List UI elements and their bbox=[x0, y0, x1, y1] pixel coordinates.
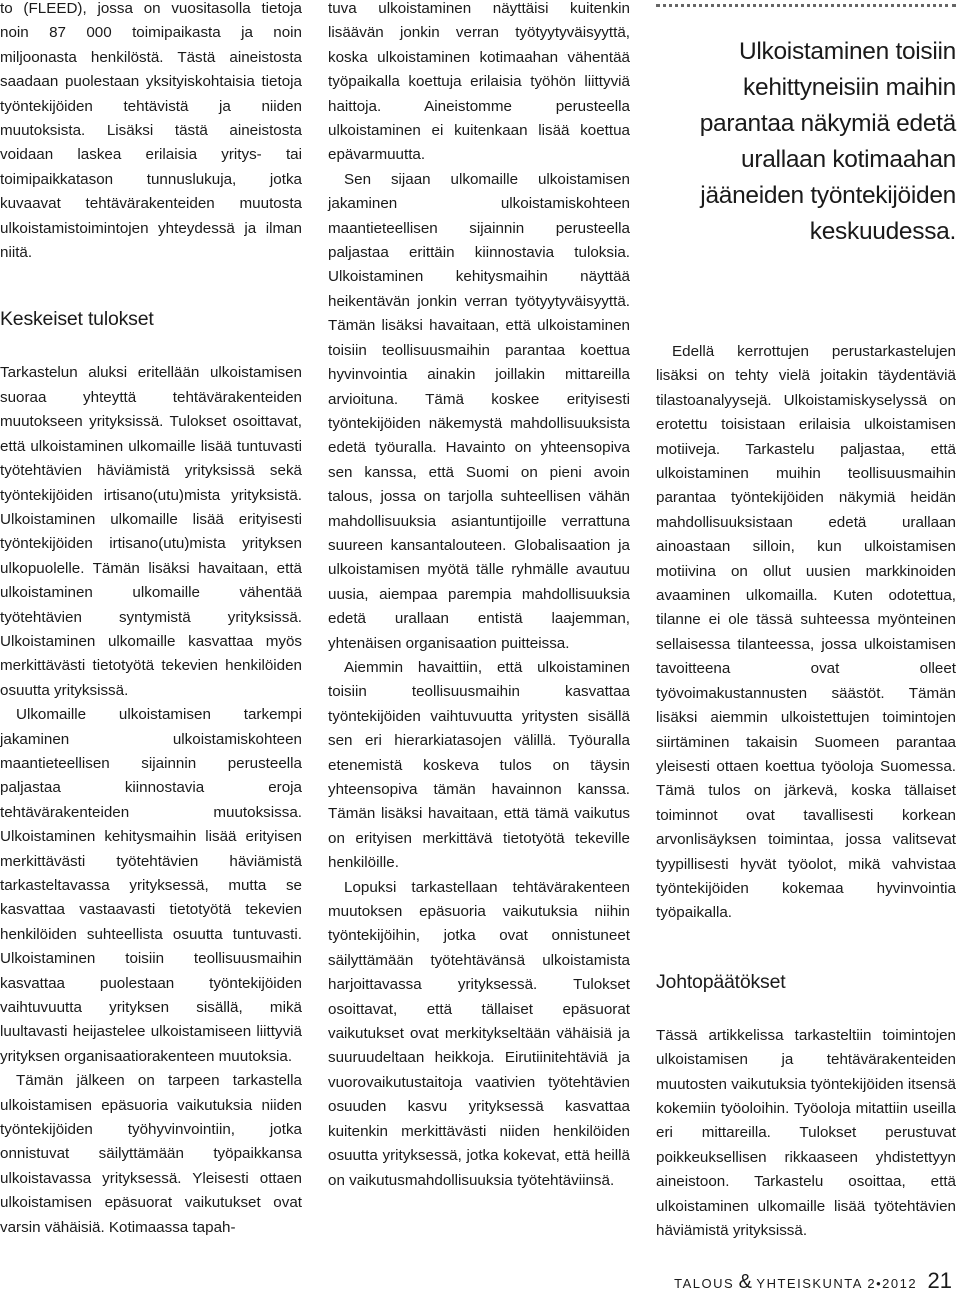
paragraph: tuva ulkoistaminen näyttäisi kuitenkin lisäävän jonkin verran työtyytyväisyyttä, koska ulkoistaminen kotimaahan vähentää työpaikalla koettuja erilaisia työhön liittyviä haittoja. Aineistomme perusteella ulkoistaminen ei kuitenkaan lisää koettua epävarmuutta. bbox=[328, 0, 630, 164]
pullquote: Ulkoistaminen toisiin kehittyneisiin maihin parantaa näkymiä edetä urallaan kotimaahan jääneiden työntekijöiden keskuudessa. bbox=[699, 38, 956, 245]
paragraph: Aiemmin havaittiin, että ulkoistaminen toisiin teollisuusmaihin kasvattaa työntekijöiden vaihtuvuutta yritysten sisällä sen eri hierarkiatasojen välillä. Työuralla etenemistä koskeva tulos on täysin yhteensopiva tämän havainnon kanssa. Tämän lisäksi havaitaan, että tämä vaikutus on erityisen merkittävä tietotyötä tekeville henkilöille. bbox=[328, 658, 630, 872]
paragraph: Tämän jälkeen on tarpeen tarkastella ulkoistamisen epäsuoria vaikutuksia niiden työntekijöiden työhyvinvointiin, jotka onnistuvat säilyttämään työpaikkansa ulkoistavassa yrityksessä. Yleisesti ottaen ulkoistamisen epäsuorat vaikutukset ovat varsin vähäisiä. Kotimaassa tapah- bbox=[0, 1072, 302, 1236]
paragraph: to (FLEED), jossa on vuositasolla tietoja noin 87 000 toimipaikasta ja noin miljoonasta henkilöstä. Tästä aineistosta saadaan puolestaan yksityiskohtaisia tietoja työntekijöiden tehtävistä ja niiden muutoksista. Lisäksi tästä aineistosta voidaan laskea erilaisia yritys- tai toimipaikkatason tunnuslukuja, jotka kuvaavat tehtävärakenteiden muutosta ulkoistamistoimintojen yhteydessä ja ilman niitä. bbox=[0, 0, 302, 262]
section-heading-johtopaatokset: Johtopäätökset bbox=[656, 970, 786, 993]
pullquote-divider bbox=[656, 4, 956, 7]
paragraph: Sen sijaan ulkomaille ulkoistamisen jakaminen ulkoistamiskohteen maantieteellisen sijainnin perusteella paljastaa erittäin kiinnostavia tuloksia. Ulkoistaminen kehitysmaihin näyttää heikentävän jonkin verran työtyytyväisyyttä. Tämän lisäksi havaitaan, että ulkoistaminen toisiin teollisuusmaihin parantaa koettua hyvinvointia ainakin joillakin mittareilla arvioituna. Tämä koskee erityisesti työntekijöiden näkemystä mahdollisuuksista edetä työuralla. Havainto on yhteensopiva sen kanssa, että Suomi on pieni avoin talous, jossa on tarjolla suhteellisen vähän mahdollisuuksia asiantuntijoille verrattuna suureen kansantalouteen. Globalisaation ja ulkoistamisen myötä tälle ryhmälle avautuu uusia, aiempaa parempia mahdollisuuksia edetä urallaan entistä laajemman, yhtenäisen organisaation puitteissa. bbox=[328, 170, 630, 652]
section-heading-keskeiset-tulokset: Keskeiset tulokset bbox=[0, 308, 154, 331]
magazine-name-part-2: YHTEISKUNTA 2•2012 bbox=[756, 1276, 918, 1291]
column-2 bbox=[328, 0, 630, 1193]
magazine-ampersand: & bbox=[738, 1271, 752, 1293]
magazine-name-part-1: TALOUS bbox=[674, 1276, 735, 1291]
paragraph: Edellä kerrottujen perustarkastelujen lisäksi on tehty vielä joitakin täydentäviä tilastoanalyysejä. Ulkoistamiskyselyssä on erotettu toisistaan erilaisia ulkoistamisen motiiveja. Tarkastelu paljastaa, että ulkoistaminen muihin teollisuusmaihin parantaa työntekijöiden näkymiä heidän mahdollisuuksistaan edetä urallaan ainoastaan silloin, kun ulkoistamisen motiivina on ollut uusien markkinoiden avaaminen ulkomailla. Kuten odotettua, tilanne ei ole tässä suhteessa myönteinen sellaisessa tilanteessa, jossa ulkoistamisen tavoitteena ovat olleet työvoimakustannusten säästöt. Tämän lisäksi aiemmin ulkoistettujen toimintojen siirtäminen takaisin Suomeen parantaa yleisesti ottaen koettua työoloja Suomessa. Tämä tulos on järkevä, koska tällaiset toiminnot ovat tavallisesti korkean arvonlisäyksen toimintaa, jossa valitsevat tyypillisesti hyvät työolot, mikä vahvistaa työntekijöiden kokemaa hyvinvointia työpaikalla. bbox=[656, 343, 956, 922]
paragraph: Ulkomaille ulkoistamisen tarkempi jakaminen ulkoistamiskohteen maantieteellisen sijainnin perusteella paljastaa kiinnostavia eroja tehtävärakenteiden muutoksissa. Ulkoistaminen kehitysmaihin lisää erityisen merkittävästi työtehtävien häviämistä tarkasteltavassa yrityksessä, mutta se kasvattaa vastaavasti tietotyötä tekevien henkilöiden suhteellista osuutta tuntuvasti. Ulkoistaminen toisiin teollisuusmaihin kasvattaa puolestaan työntekijöiden vaihtuvuutta yrityksen sisällä, mikä luultavasti heijastelee ulkoistamiseen liittyviä yrityksen organisaatiorakenteen muutoksia. bbox=[0, 706, 302, 1065]
column-3 bbox=[656, 340, 956, 1243]
paragraph: Lopuksi tarkastellaan tehtävärakenteen muutoksen epäsuoria vaikutuksia niihin työntekijöihin, jotka ovat onnistuneet säilyttämään työtehtävänsä ulkoistamista harjoittavassa yrityksessä. Tulokset osoittavat, että tällaiset epäsuorat vaikutukset ovat merkitykseltään vähäisiä ja suuruudeltaan heikkoja. Eirutiinitehtäviä ja vuorovaikutustaitoja vaativien työtehtävien osuuden kasvu yrityksessä kasvattaa kuitenkin merkittävästi niiden henkilöiden osuutta yrityksessä, jotka kokevat, että heillä on vaikutusmahdollisuuksia työtehtäviinsä. bbox=[328, 878, 630, 1189]
paragraph: Tässä artikkelissa tarkasteltiin toimintojen ulkoistamisen ja tehtävärakenteiden muutosten vaikutuksia työntekijöiden itsensä kokemiin työoloihin. Työoloja mitattiin useilla eri mittareilla. Tulokset perustuvat poikkeuksellisen rikkaaseen yhdistettyyn aineistoon. Tarkastelu osoittaa, että ulkoistaminen ulkomaille lisää työtehtävien häviämistä yrityksissä. bbox=[656, 1026, 956, 1239]
page-number: 21 bbox=[927, 1268, 952, 1293]
column-1 bbox=[0, 0, 302, 1240]
page-footer bbox=[674, 1268, 952, 1294]
paragraph: Tarkastelun aluksi eritellään ulkoistamisen suoraa yhteyttä tehtävärakenteiden muutokseen yrityksissä. Tulokset osoittavat, että ulkoistaminen ulkomaille lisää tuntuvasti työtehtävien häviämistä yrityksissä sekä työntekijöiden irtisano(utu)mista yrityksistä. Ulkoistaminen ulkomaille lisää erityisesti työntekijöiden irtisano(utu)mista yrityksen ulkopuolelle. Tämän lisäksi havaitaan, että ulkoistaminen ulkomaille vähentää työtehtävien syntymistä yrityksissä. Ulkoistaminen ulkomaille kasvattaa myös merkittävästi tietotyötä tekevien henkilöiden osuutta yrityksissä. bbox=[0, 364, 302, 699]
